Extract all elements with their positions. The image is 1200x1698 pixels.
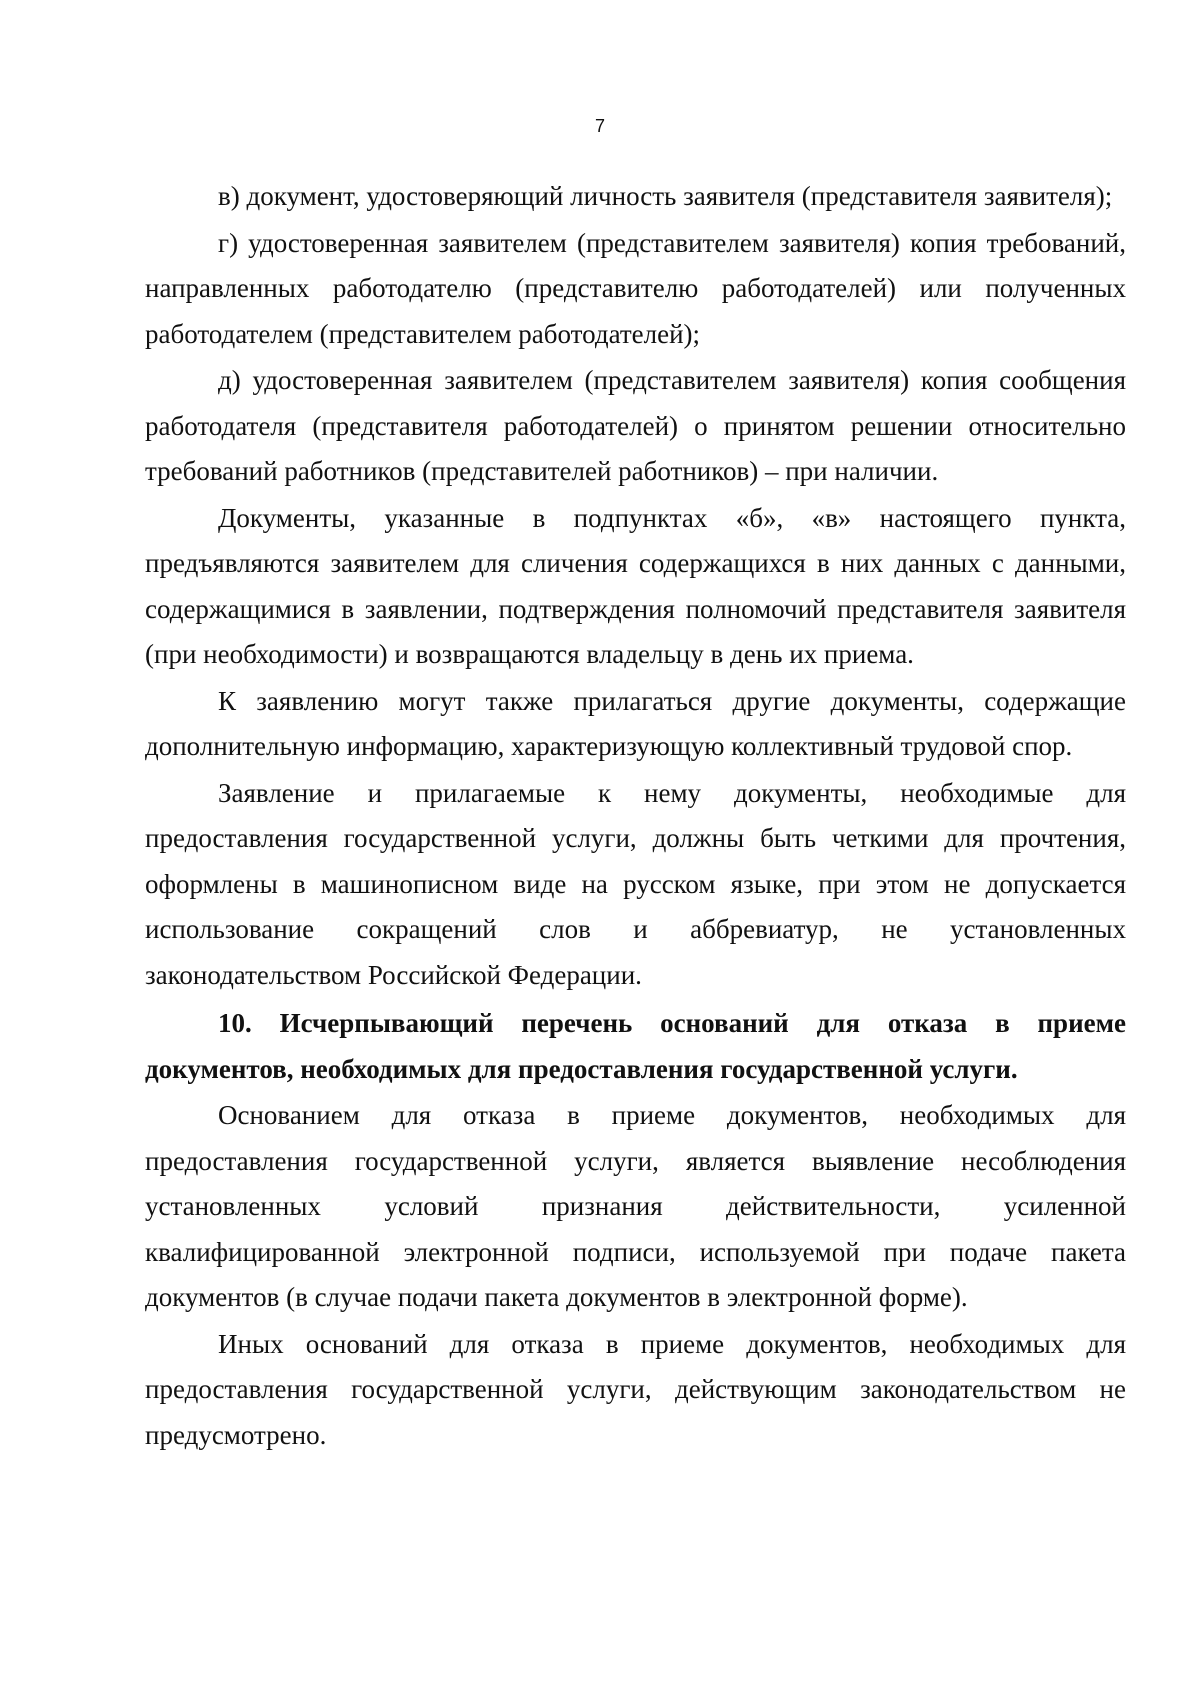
page-number: 7 xyxy=(594,116,605,136)
paragraph-other-documents: К заявлению могут также прилагаться другие документы, содержащие дополнительную информацию, характеризующую коллективный трудовой спор. xyxy=(145,685,1126,761)
document-body xyxy=(145,174,1126,1459)
section-heading: 10. Исчерпывающий перечень оснований для отказа в приеме документов, необходимых для предоставления государственной услуги. xyxy=(145,1008,1126,1084)
paragraph-documents-return: Документы, указанные в подпунктах «б», «в» настоящего пункта, предъявляются заявителем для сличения содержащихся в них данных с данными, содержащимися в заявлении, подтверждения полномочий представителя заявителя (при необходимости) и возвращаются владельцу в день их приема. xyxy=(145,502,1126,669)
paragraph-refusal-grounds: Основанием для отказа в приеме документов, необходимых для предоставления государственной услуги, является выявление несоблюдения установленных условий признания действительности, усиленной квалифицированной электронной подписи, используемой при подаче пакета документов (в случае подачи пакета документов в электронной форме). xyxy=(145,1100,1126,1312)
paragraph-no-other-grounds: Иных оснований для отказа в приеме документов, необходимых для предоставления государственной услуги, действующим законодательством не предусмотрено. xyxy=(145,1328,1126,1450)
paragraph-item-v: в) документ, удостоверяющий личность заявителя (представителя заявителя); xyxy=(218,181,1113,211)
paragraph-requirements: Заявление и прилагаемые к нему документы, необходимые для предоставления государственной услуги, должны быть четкими для прочтения, оформлены в машинописном виде на русском языке, при этом не допускается использование сокращений слов и аббревиатур, не установленных законодательством Российской Федерации. xyxy=(145,777,1126,990)
paragraph-item-g: г) удостоверенная заявителем (представителем заявителя) копия требований, направленных работодателю (представителю работодателей) или полученных работодателем (представителем работодателей); xyxy=(145,227,1126,349)
paragraph-item-d: д) удостоверенная заявителем (представителем заявителя) копия сообщения работодателя (представителя работодателей) о принятом решении относительно требований работников (представителей работников) – при наличии. xyxy=(145,365,1126,486)
